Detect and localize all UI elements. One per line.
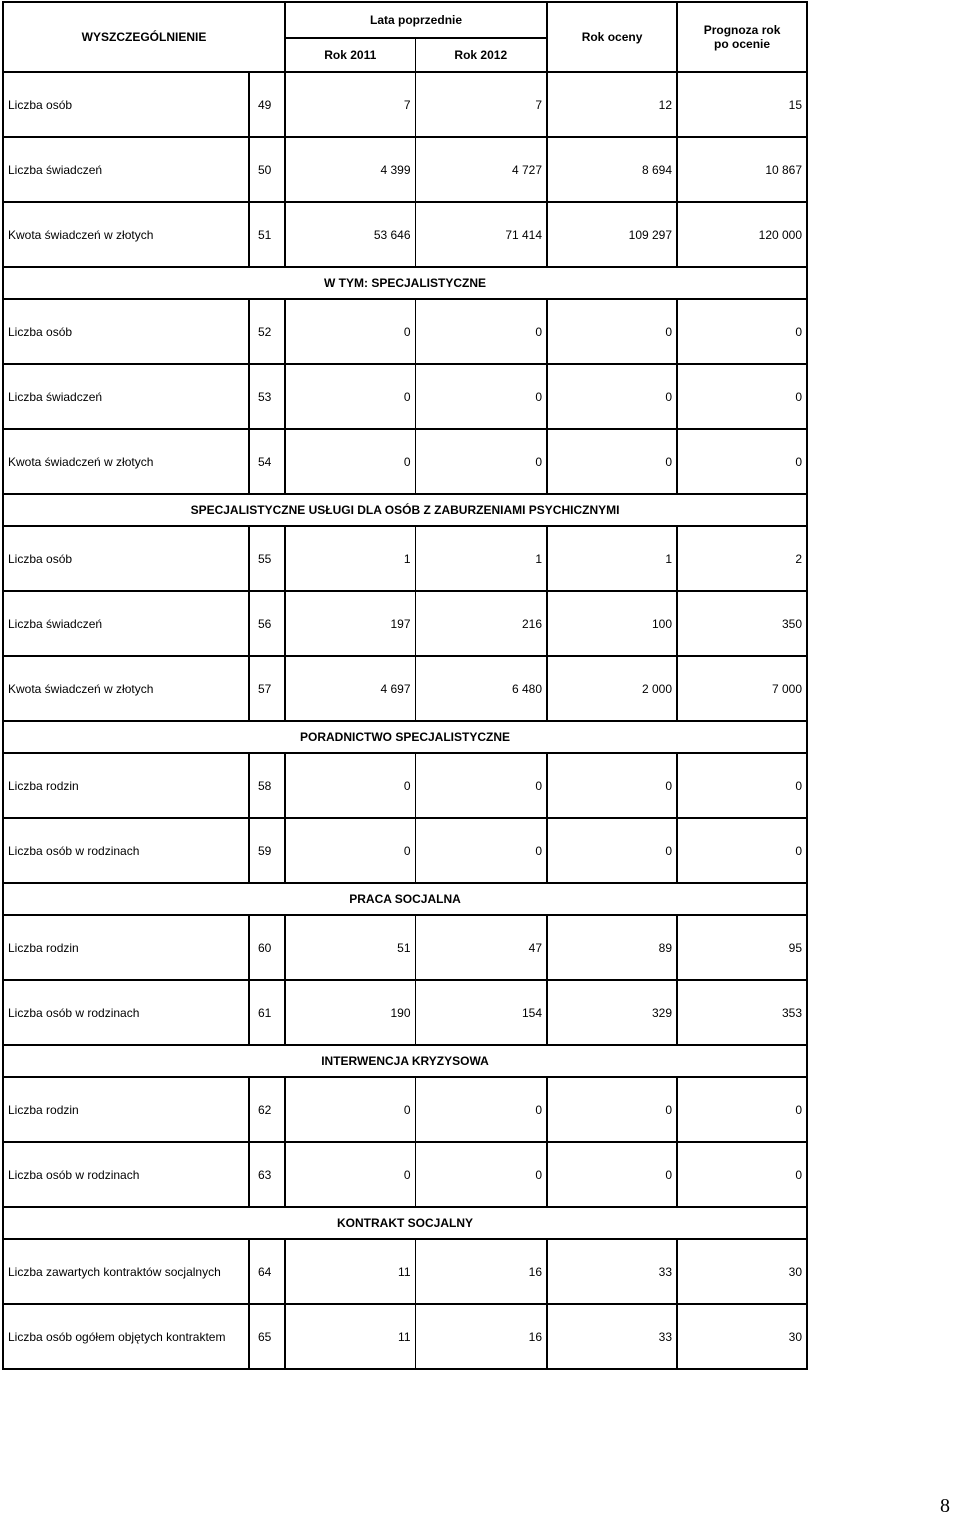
value-2011: 1 xyxy=(285,526,415,591)
value-2011: 7 xyxy=(285,72,415,137)
value-2012: 7 xyxy=(415,72,547,137)
section-header-row xyxy=(3,267,807,299)
value-2011: 0 xyxy=(285,299,415,364)
header-forecast xyxy=(677,2,807,72)
value-forecast: 120 000 xyxy=(677,202,807,267)
row-number: 59 xyxy=(249,818,285,883)
row-number: 64 xyxy=(249,1239,285,1304)
row-label: Liczba świadczeń xyxy=(3,591,249,656)
value-assessment-year: 0 xyxy=(547,429,677,494)
value-2012: 71 414 xyxy=(415,202,547,267)
row-label: Kwota świadczeń w złotych xyxy=(3,429,249,494)
value-2011: 11 xyxy=(285,1304,415,1369)
value-forecast: 2 xyxy=(677,526,807,591)
value-forecast: 95 xyxy=(677,915,807,980)
value-2012: 0 xyxy=(415,299,547,364)
header-forecast-line2: po ocenie xyxy=(714,37,771,51)
value-2012: 4 727 xyxy=(415,137,547,202)
value-2011: 0 xyxy=(285,364,415,429)
row-label: Liczba rodzin xyxy=(3,1077,249,1142)
value-assessment-year: 89 xyxy=(547,915,677,980)
value-2012: 216 xyxy=(415,591,547,656)
value-assessment-year: 33 xyxy=(547,1304,677,1369)
value-forecast: 0 xyxy=(677,429,807,494)
value-forecast: 353 xyxy=(677,980,807,1045)
value-assessment-year: 109 297 xyxy=(547,202,677,267)
value-2012: 0 xyxy=(415,1077,547,1142)
value-assessment-year: 0 xyxy=(547,1077,677,1142)
value-2011: 190 xyxy=(285,980,415,1045)
value-assessment-year: 329 xyxy=(547,980,677,1045)
table-row xyxy=(3,1239,807,1304)
value-2011: 0 xyxy=(285,753,415,818)
value-assessment-year: 0 xyxy=(547,299,677,364)
section-title: PORADNICTWO SPECJALISTYCZNE xyxy=(3,721,807,753)
header-year-2011: Rok 2011 xyxy=(285,38,415,72)
value-2012: 47 xyxy=(415,915,547,980)
table-row xyxy=(3,299,807,364)
section-header-row xyxy=(3,494,807,526)
header-year-2012: Rok 2012 xyxy=(415,38,547,72)
value-forecast: 0 xyxy=(677,364,807,429)
table-row xyxy=(3,818,807,883)
value-assessment-year: 12 xyxy=(547,72,677,137)
table-row xyxy=(3,364,807,429)
table-row xyxy=(3,1304,807,1369)
table-row xyxy=(3,429,807,494)
header-description: WYSZCZEGÓLNIENIE xyxy=(3,2,285,72)
value-forecast: 7 000 xyxy=(677,656,807,721)
value-assessment-year: 8 694 xyxy=(547,137,677,202)
row-number: 58 xyxy=(249,753,285,818)
row-number: 50 xyxy=(249,137,285,202)
section-title: INTERWENCJA KRYZYSOWA xyxy=(3,1045,807,1077)
value-assessment-year: 33 xyxy=(547,1239,677,1304)
section-title: W TYM: SPECJALISTYCZNE xyxy=(3,267,807,299)
value-2011: 0 xyxy=(285,1142,415,1207)
table-row xyxy=(3,591,807,656)
value-assessment-year: 0 xyxy=(547,818,677,883)
row-label: Kwota świadczeń w złotych xyxy=(3,656,249,721)
row-number: 53 xyxy=(249,364,285,429)
value-2011: 197 xyxy=(285,591,415,656)
section-header-row xyxy=(3,721,807,753)
value-2012: 0 xyxy=(415,1142,547,1207)
value-assessment-year: 0 xyxy=(547,1142,677,1207)
value-2011: 0 xyxy=(285,1077,415,1142)
row-number: 61 xyxy=(249,980,285,1045)
row-label: Liczba osób w rodzinach xyxy=(3,980,249,1045)
value-2012: 154 xyxy=(415,980,547,1045)
value-2011: 4 399 xyxy=(285,137,415,202)
value-forecast: 10 867 xyxy=(677,137,807,202)
table-body xyxy=(3,72,807,1369)
table-row xyxy=(3,137,807,202)
value-2011: 4 697 xyxy=(285,656,415,721)
table-row xyxy=(3,526,807,591)
page-number: 8 xyxy=(940,1495,950,1517)
row-number: 57 xyxy=(249,656,285,721)
row-number: 65 xyxy=(249,1304,285,1369)
value-2011: 53 646 xyxy=(285,202,415,267)
value-2012: 1 xyxy=(415,526,547,591)
value-2012: 16 xyxy=(415,1239,547,1304)
table-row xyxy=(3,753,807,818)
value-assessment-year: 100 xyxy=(547,591,677,656)
section-header-row xyxy=(3,883,807,915)
row-label: Liczba osób ogółem objętych kontraktem xyxy=(3,1304,249,1369)
table-row xyxy=(3,1142,807,1207)
row-label: Liczba świadczeń xyxy=(3,364,249,429)
value-forecast: 0 xyxy=(677,1077,807,1142)
value-assessment-year: 0 xyxy=(547,753,677,818)
table-row xyxy=(3,980,807,1045)
row-number: 54 xyxy=(249,429,285,494)
value-2012: 6 480 xyxy=(415,656,547,721)
value-forecast: 30 xyxy=(677,1304,807,1369)
table-row xyxy=(3,1077,807,1142)
row-number: 49 xyxy=(249,72,285,137)
report-table xyxy=(2,1,808,1370)
section-header-row xyxy=(3,1207,807,1239)
row-number: 62 xyxy=(249,1077,285,1142)
table-header xyxy=(3,2,807,72)
value-forecast: 0 xyxy=(677,299,807,364)
header-forecast-line1: Prognoza rok xyxy=(703,23,781,37)
row-label: Kwota świadczeń w złotych xyxy=(3,202,249,267)
section-title: SPECJALISTYCZNE USŁUGI DLA OSÓB Z ZABURZENIAMI PSYCHICZNYMI xyxy=(3,494,807,526)
row-label: Liczba świadczeń xyxy=(3,137,249,202)
header-past-years: Lata poprzednie xyxy=(285,2,547,38)
row-number: 55 xyxy=(249,526,285,591)
row-number: 51 xyxy=(249,202,285,267)
row-label: Liczba rodzin xyxy=(3,915,249,980)
row-label: Liczba osób xyxy=(3,526,249,591)
table-row xyxy=(3,72,807,137)
value-2011: 0 xyxy=(285,429,415,494)
row-number: 63 xyxy=(249,1142,285,1207)
value-forecast: 350 xyxy=(677,591,807,656)
section-title: PRACA SOCJALNA xyxy=(3,883,807,915)
row-label: Liczba zawartych kontraktów socjalnych xyxy=(3,1239,249,1304)
value-2012: 0 xyxy=(415,364,547,429)
row-label: Liczba rodzin xyxy=(3,753,249,818)
row-label: Liczba osób xyxy=(3,299,249,364)
value-forecast: 0 xyxy=(677,818,807,883)
table-row xyxy=(3,915,807,980)
value-forecast: 0 xyxy=(677,753,807,818)
row-number: 52 xyxy=(249,299,285,364)
value-2012: 0 xyxy=(415,753,547,818)
value-assessment-year: 1 xyxy=(547,526,677,591)
value-forecast: 0 xyxy=(677,1142,807,1207)
value-2011: 51 xyxy=(285,915,415,980)
section-title: KONTRAKT SOCJALNY xyxy=(3,1207,807,1239)
value-2012: 0 xyxy=(415,818,547,883)
row-number: 60 xyxy=(249,915,285,980)
value-assessment-year: 0 xyxy=(547,364,677,429)
value-forecast: 30 xyxy=(677,1239,807,1304)
row-label: Liczba osób xyxy=(3,72,249,137)
row-label: Liczba osób w rodzinach xyxy=(3,1142,249,1207)
header-assessment-year: Rok oceny xyxy=(547,2,677,72)
value-2011: 11 xyxy=(285,1239,415,1304)
value-2011: 0 xyxy=(285,818,415,883)
value-2012: 0 xyxy=(415,429,547,494)
value-assessment-year: 2 000 xyxy=(547,656,677,721)
row-number: 56 xyxy=(249,591,285,656)
section-header-row xyxy=(3,1045,807,1077)
table-row xyxy=(3,656,807,721)
table-row xyxy=(3,202,807,267)
value-2012: 16 xyxy=(415,1304,547,1369)
value-forecast: 15 xyxy=(677,72,807,137)
row-label: Liczba osób w rodzinach xyxy=(3,818,249,883)
